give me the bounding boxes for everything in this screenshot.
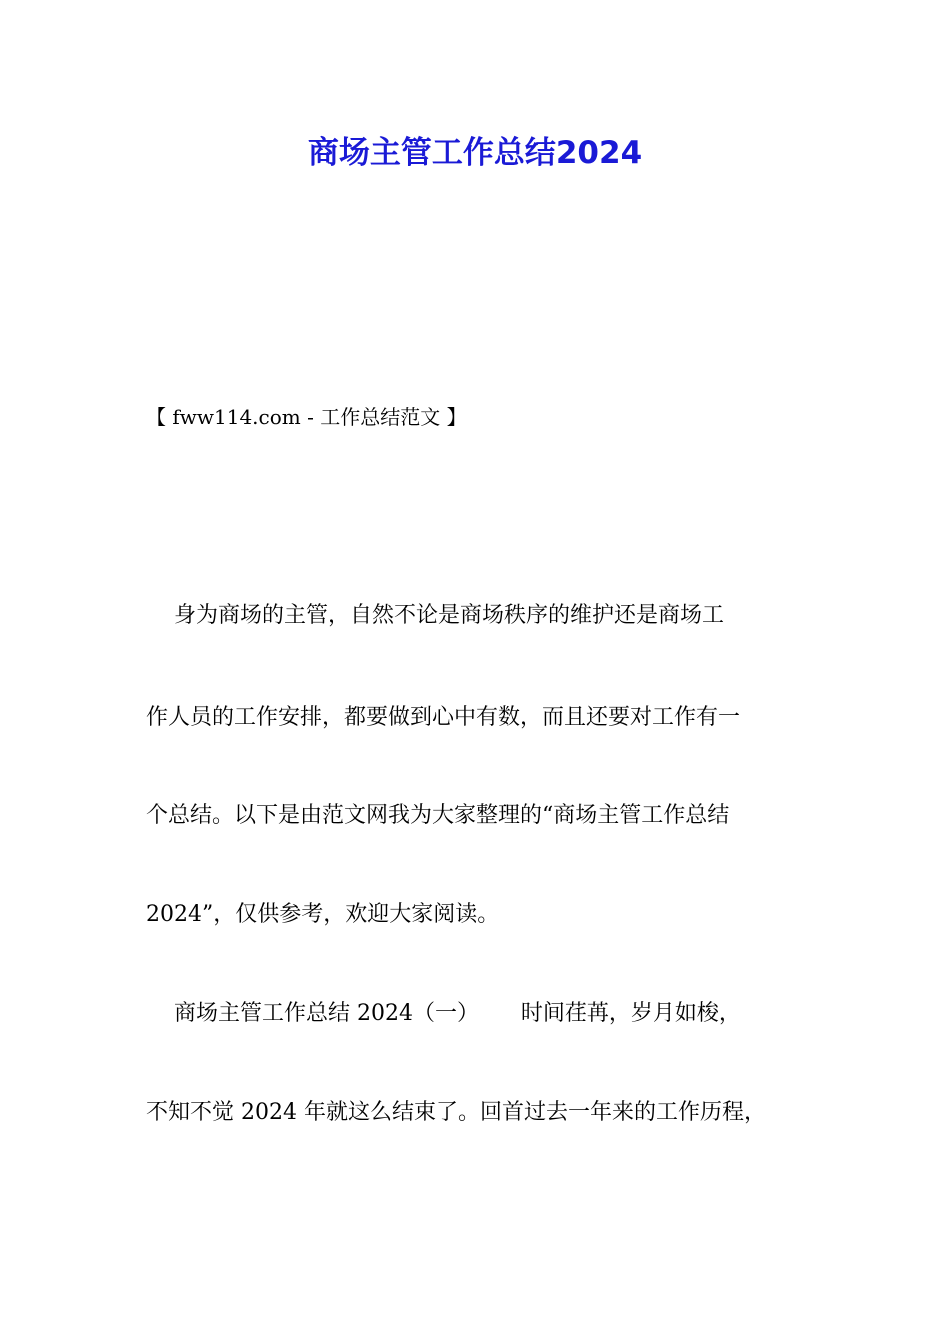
body-line: 作人员的工作安排，都要做到心中有数，而且还要对工作有一 (146, 705, 741, 730)
body-line: 个总结。以下是由范文网我为大家整理的“商场主管工作总结 (146, 803, 730, 828)
source-line: 【 fww114.com - 工作总结范文 】 (146, 405, 467, 429)
body-line: 2024”，仅供参考，欢迎大家阅读。 (146, 902, 500, 927)
body-line: 商场主管工作总结 2024（一） 时间荏苒，岁月如梭， (146, 1001, 741, 1026)
document-title: 商场主管工作总结2024 (307, 135, 643, 171)
body-line: 不知不觉 2024 年就这么结束了。回首过去一年来的工作历程， (146, 1100, 766, 1125)
body-line: 身为商场的主管，自然不论是商场秩序的维护还是商场工 (146, 603, 724, 628)
